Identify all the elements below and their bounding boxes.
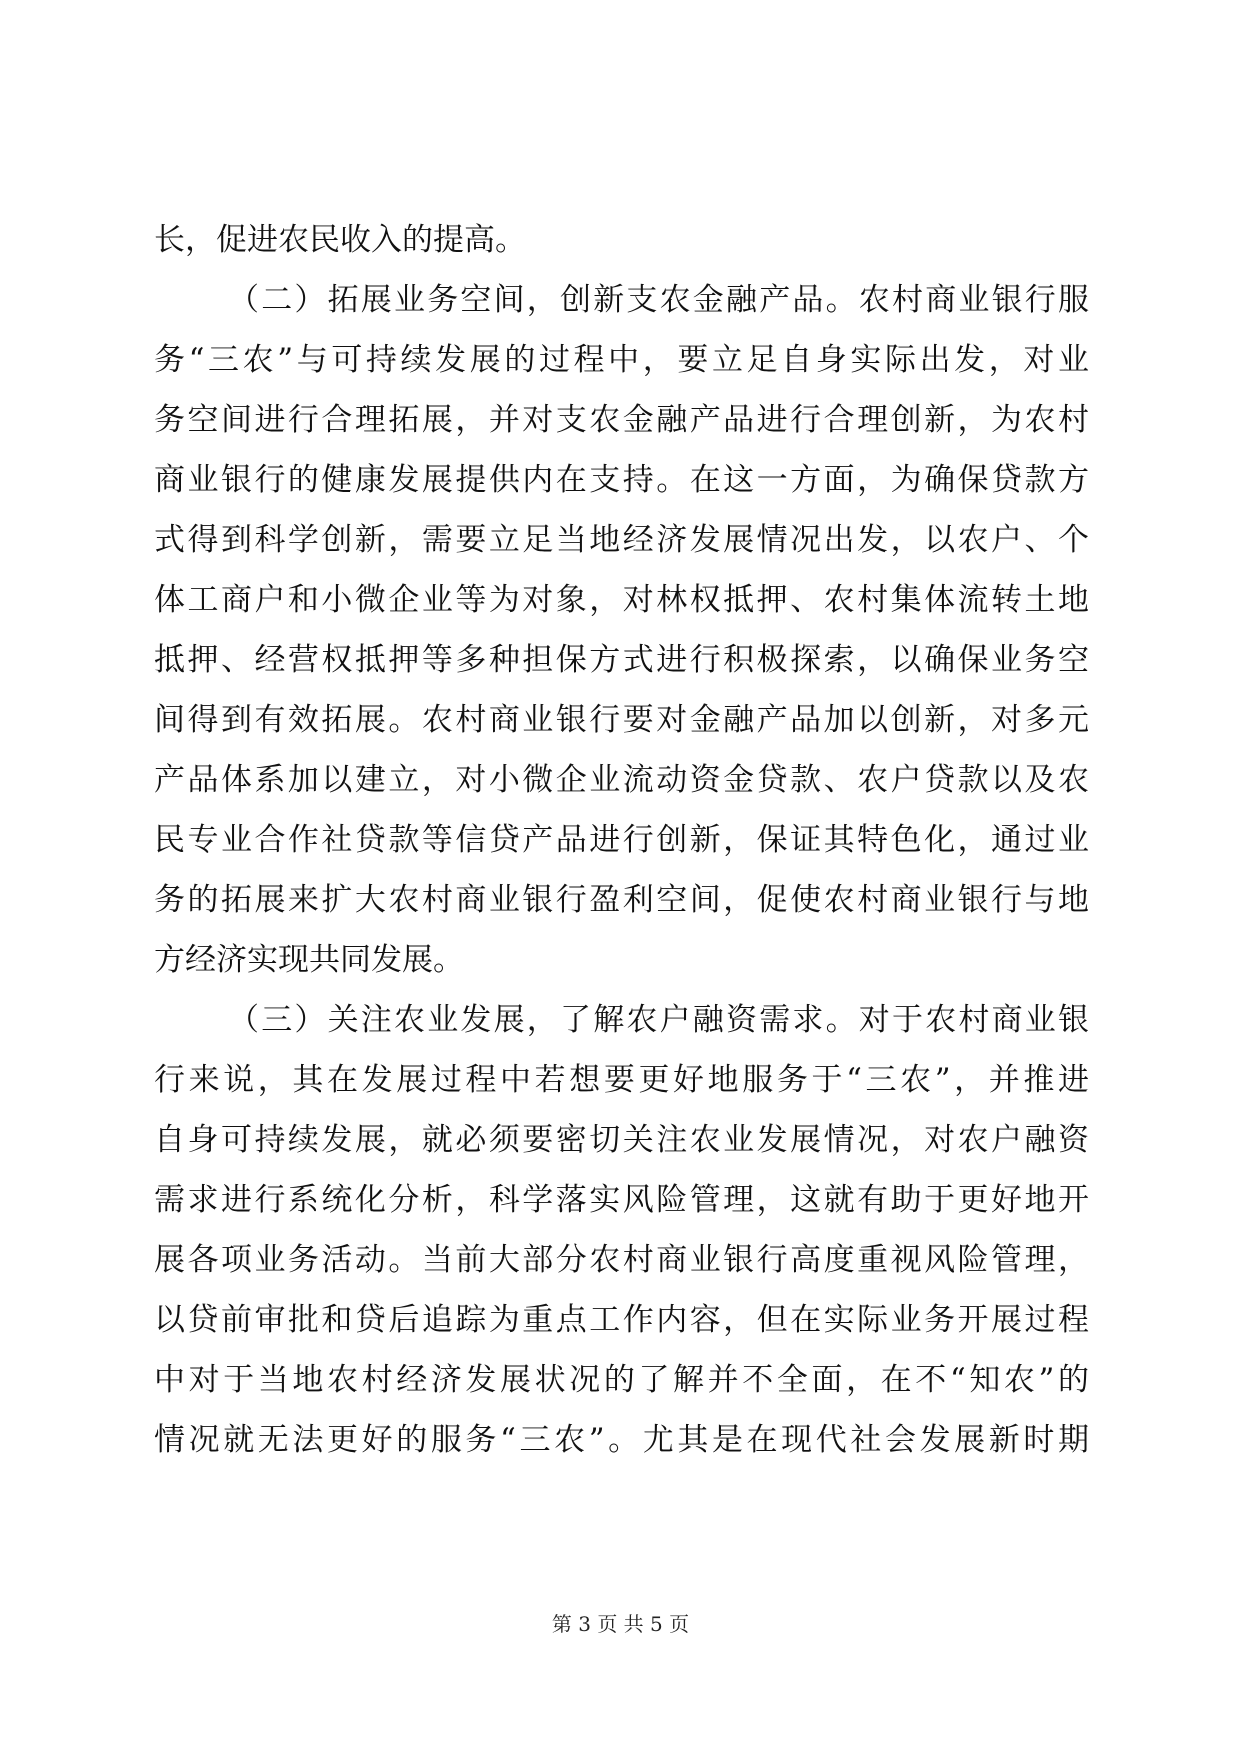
text-line: （二）拓展业务空间，创新支农金融产品。农村商业银行服 [228, 282, 1089, 318]
text-line: 务空间进行合理拓展，并对支农金融产品进行合理创新，为农村 [154, 402, 1089, 438]
text-line: 中对于当地农村经济发展状况的了解并不全面，在不“知农”的 [154, 1362, 1089, 1398]
body-text [154, 210, 1089, 1470]
text-line: （三）关注农业发展，了解农户融资需求。对于农村商业银 [228, 1002, 1089, 1038]
text-line: 抵押、经营权抵押等多种担保方式进行积极探索，以确保业务空 [154, 642, 1089, 678]
text-line: 商业银行的健康发展提供内在支持。在这一方面，为确保贷款方 [154, 462, 1089, 498]
text-line: 展各项业务活动。当前大部分农村商业银行高度重视风险管理， [154, 1242, 1089, 1278]
text-line: 产品体系加以建立，对小微企业流动资金贷款、农户贷款以及农 [154, 762, 1089, 798]
text-line: 以贷前审批和贷后追踪为重点工作内容，但在实际业务开展过程 [154, 1302, 1089, 1338]
text-line: 间得到有效拓展。农村商业银行要对金融产品加以创新，对多元 [154, 702, 1089, 738]
text-line: 务的拓展来扩大农村商业银行盈利空间，促使农村商业银行与地 [154, 882, 1089, 918]
text-line: 需求进行系统化分析，科学落实风险管理，这就有助于更好地开 [154, 1182, 1089, 1218]
text-line: 方经济实现共同发展。 [154, 942, 464, 978]
text-line: 式得到科学创新，需要立足当地经济发展情况出发，以农户、个 [154, 522, 1089, 558]
text-line: 民专业合作社贷款等信贷产品进行创新，保证其特色化，通过业 [154, 822, 1089, 858]
text-line: 行来说，其在发展过程中若想要更好地服务于“三农”，并推进 [154, 1062, 1089, 1098]
text-line: 务“三农”与可持续发展的过程中，要立足自身实际出发，对业 [154, 342, 1089, 378]
page-number-footer: 第 3 页 共 5 页 [551, 1612, 690, 1636]
text-line: 体工商户和小微企业等为对象，对林权抵押、农村集体流转土地 [154, 582, 1089, 618]
text-line: 自身可持续发展，就必须要密切关注农业发展情况，对农户融资 [154, 1122, 1089, 1158]
text-line: 长，促进农民收入的提高。 [154, 222, 526, 258]
text-line: 情况就无法更好的服务“三农”。尤其是在现代社会发展新时期 [154, 1422, 1089, 1458]
